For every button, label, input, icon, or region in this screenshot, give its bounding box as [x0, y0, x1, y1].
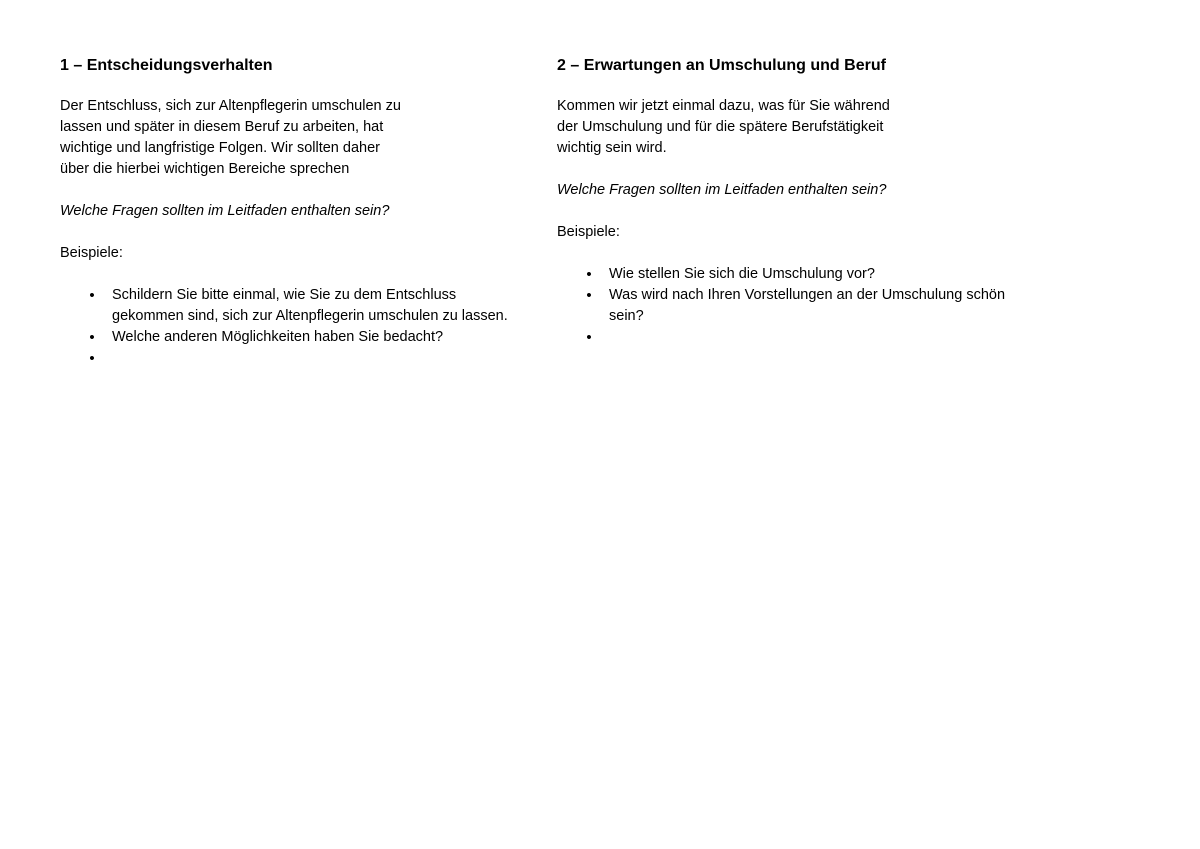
bullet-icon: •: [586, 329, 592, 346]
list-item: [557, 327, 1057, 348]
list-item-line: Schildern Sie bitte einmal, wie Sie zu dem Entschluss: [112, 287, 457, 303]
list-item: [557, 264, 1057, 285]
intro-line: über die hierbei wichtigen Bereiche sprechen: [60, 161, 350, 177]
list-item-line: Was wird nach Ihren Vorstellungen an der Umschulung schön: [609, 287, 1006, 303]
intro-line: Der Entschluss, sich zur Altenpflegerin umschulen zu: [60, 98, 401, 114]
list-item: [557, 285, 1057, 327]
intro-line: wichtige und langfristige Folgen. Wir sollten daher: [60, 140, 380, 156]
list-item-line: Wie stellen Sie sich die Umschulung vor?: [609, 266, 875, 282]
guiding-question: Welche Fragen sollten im Leitfaden enthalten sein?: [60, 203, 390, 219]
list-item: [60, 285, 540, 327]
examples-label: Beispiele:: [557, 224, 620, 240]
intro-line: Kommen wir jetzt einmal dazu, was für Sie während: [557, 98, 890, 114]
intro-line: lassen und später in diesem Beruf zu arbeiten, hat: [60, 119, 384, 135]
section-heading: 1 – Entscheidungsverhalten: [60, 57, 273, 74]
list-item: [60, 348, 540, 369]
bullet-icon: •: [586, 266, 592, 283]
intro-line: der Umschulung und für die spätere Berufstätigkeit: [557, 119, 884, 135]
bullet-icon: •: [89, 287, 95, 304]
examples-list: [60, 285, 540, 369]
section-entscheidungsverhalten: [60, 56, 540, 369]
list-item-line: sein?: [609, 308, 644, 324]
list-item-line: [609, 327, 1057, 348]
intro-line: wichtig sein wird.: [557, 140, 667, 156]
bullet-icon: •: [89, 350, 95, 367]
section-heading: 2 – Erwartungen an Umschulung und Beruf: [557, 57, 886, 74]
list-item-line: Welche anderen Möglichkeiten haben Sie bedacht?: [112, 329, 444, 345]
list-item: [60, 327, 540, 348]
examples-label: Beispiele:: [60, 245, 123, 261]
list-item-line: [112, 348, 540, 369]
intro-paragraph: [557, 96, 1057, 159]
bullet-icon: •: [586, 287, 592, 304]
intro-paragraph: [60, 96, 540, 180]
section-erwartungen: [557, 56, 1057, 348]
guiding-question: Welche Fragen sollten im Leitfaden enthalten sein?: [557, 182, 887, 198]
bullet-icon: •: [89, 329, 95, 346]
examples-list: [557, 264, 1057, 348]
list-item-line: gekommen sind, sich zur Altenpflegerin umschulen zu lassen.: [112, 308, 508, 324]
